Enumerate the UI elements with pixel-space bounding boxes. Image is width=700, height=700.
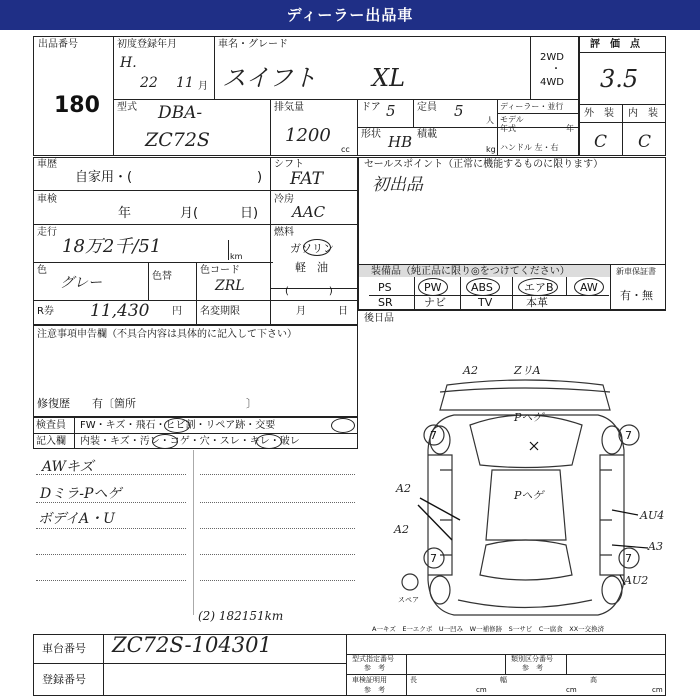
registration-year: 22	[140, 75, 158, 91]
notes-label: 注意事項申告欄（不具合内容は具体的に記入して下さい）	[37, 329, 297, 340]
remark-1: AWキズ	[42, 459, 94, 475]
recycle-unit: 円	[172, 306, 182, 317]
equip-abs: ABS	[471, 281, 493, 294]
plate-label: 登録番号	[42, 673, 86, 686]
equipment-label: 装備品（純正品に限り◎をつけてください）	[371, 266, 570, 277]
inspection-day: 日)	[240, 206, 259, 221]
fuel-paren: ( )	[285, 286, 333, 297]
dim-length-label: 長	[410, 676, 417, 684]
mileage-note: (2) 182151km	[198, 609, 284, 623]
equip-ps: PS	[378, 281, 392, 294]
capacity-label: 定員	[417, 102, 437, 113]
inspection-month: 月(	[180, 206, 199, 221]
mark-7-front-right: 7	[625, 429, 632, 442]
warranty-value: 有・無	[620, 289, 653, 302]
mark-au4: AU4	[640, 509, 665, 522]
exterior-value: C	[594, 132, 608, 152]
color-code: ZRL	[215, 278, 245, 294]
equip-navi: ナビ	[424, 296, 446, 309]
mark-a3: A3	[648, 540, 663, 553]
car-grade: XL	[372, 64, 406, 92]
equip-leather: 本革	[526, 296, 548, 309]
score-label: 評 価 点	[590, 39, 640, 50]
model-year-unit: 年	[566, 124, 574, 133]
mark-peel-hood: Pヘゲ	[514, 411, 544, 424]
mark-au2: AU2	[624, 574, 649, 587]
chassis-label: 車台番号	[42, 642, 86, 655]
cert-label: 車検証明用	[352, 676, 387, 684]
interior-value: C	[638, 132, 652, 152]
type-ref: 参 考	[364, 664, 385, 672]
repair-history: 修復歴 有〔箇所	[37, 397, 136, 410]
displacement-label: 排気量	[274, 102, 304, 113]
exterior-label: 外 装	[584, 108, 614, 119]
remark-3: ボデイA・U	[38, 511, 115, 527]
registration-era: H.	[120, 55, 137, 71]
ac-label: 冷房	[274, 194, 294, 205]
shift-value: FAT	[290, 169, 324, 189]
model-year-label2: 年式	[500, 124, 516, 133]
dim-width-label: 幅	[500, 676, 507, 684]
mark-7-rear-left: 7	[430, 552, 437, 565]
fuel-light: 軽 油	[295, 261, 328, 274]
interior-label: 内 装	[628, 108, 658, 119]
mark-7-rear-right: 7	[625, 552, 632, 565]
registration-month-unit: 月	[198, 81, 208, 92]
dealer-import: ディーラー・並行	[500, 102, 564, 111]
ac-value: AAC	[292, 203, 326, 221]
name-change-day: 日	[338, 306, 348, 317]
equip-pw: PW	[424, 281, 442, 294]
mark-7-front-left: 7	[430, 429, 437, 442]
model-year-label1: モデル	[500, 115, 524, 124]
model-label: 型式	[117, 102, 137, 113]
damage-legend: A一キズ E一エクボ U一凹み W一補修跡 S一サビ C一腐食 XX一交換済	[372, 625, 605, 633]
color-value: グレー	[60, 275, 102, 291]
inspection-year: 年	[118, 206, 132, 221]
repair-history-close: 〕	[246, 397, 257, 410]
doors-label: ドア	[361, 102, 381, 113]
remark-2: Dミラ-Pヘゲ	[40, 486, 122, 502]
inspection-label: 車検	[37, 194, 57, 205]
handle-label: ハンドル 左・右	[500, 143, 559, 152]
displacement-value: 1200	[285, 125, 331, 146]
selling-points-label: セールスポイント（正常に機能するものに限ります）	[364, 159, 604, 170]
equip-sr: SR	[378, 296, 393, 309]
color-code-label: 色コード	[200, 265, 240, 276]
recycle-value: 11,430	[90, 301, 150, 321]
name-change-label: 名変期限	[200, 306, 240, 317]
dim-width-unit: cm	[566, 686, 577, 694]
equip-airbag: エアB	[524, 281, 554, 294]
chassis-number: ZC72S-104301	[112, 633, 272, 657]
load-label: 積載	[417, 129, 437, 140]
registration-label: 初度登録年月	[117, 39, 177, 50]
color-change-label: 色替	[152, 271, 172, 282]
inspector-row-2: 内装・キズ・汚レ・コゲ・穴・スレ・キレ・破レ	[80, 436, 300, 447]
mileage-unit: km	[230, 252, 243, 261]
model-code: ZC72S	[145, 129, 210, 151]
mileage-value: 18万2千/51	[62, 236, 162, 257]
capacity-unit: 人	[486, 116, 494, 125]
shape-label: 形状	[361, 129, 381, 140]
history-value: 自家用・(	[75, 170, 133, 185]
warranty-label: 新車保証書	[616, 267, 656, 276]
drive-dot: ・	[551, 64, 561, 75]
spare-label: スペア	[398, 596, 419, 604]
shape-value: HB	[388, 133, 413, 151]
mark-a2-left1: A2	[396, 482, 411, 495]
model-prefix: DBA-	[158, 103, 203, 123]
dim-height-unit: cm	[652, 686, 663, 694]
cert-ref: 参 考	[364, 686, 385, 694]
equip-tv: TV	[478, 296, 493, 309]
mark-peel-roof: Pヘゲ	[514, 489, 544, 502]
capacity-value: 5	[454, 102, 464, 120]
fuel-gas: ガソリン	[290, 242, 334, 255]
drive-2wd: 2WD	[540, 52, 564, 63]
displacement-unit: cc	[341, 145, 350, 154]
car-name-label: 車名・グレード	[218, 39, 288, 50]
mark-zria: ZリA	[514, 364, 541, 377]
selling-points-value: 初出品	[372, 175, 423, 195]
fuel-label: 燃料	[274, 227, 294, 238]
equip-aw: AW	[580, 281, 598, 294]
registration-month: 11	[176, 75, 194, 91]
dim-length-unit: cm	[476, 686, 487, 694]
lot-number: 180	[54, 93, 100, 118]
class-label: 類別区分番号	[511, 655, 553, 663]
lot-label: 出品番号	[38, 39, 78, 50]
mileage-label: 走行	[37, 227, 57, 238]
mark-a2-top: A2	[463, 364, 478, 377]
type-label: 型式指定番号	[352, 655, 394, 663]
mark-a2-left2: A2	[394, 523, 409, 536]
drive-4wd: 4WD	[540, 77, 564, 88]
color-label: 色	[37, 265, 47, 276]
history-close: )	[257, 170, 263, 185]
car-name: スイフト	[222, 64, 317, 92]
name-change-month: 月	[296, 306, 306, 317]
shift-label: シフト	[274, 159, 304, 170]
rear-seat-label: 後日品	[364, 313, 394, 324]
inspector-label-1: 検査員	[36, 420, 66, 431]
score-value: 3.5	[600, 65, 639, 93]
class-ref: 参 考	[522, 664, 543, 672]
doors-value: 5	[386, 102, 396, 120]
history-label: 車歴	[37, 159, 57, 170]
inspector-row-1: FW・キズ・飛石・ヒビ割・リペア跡・交要	[80, 420, 276, 431]
recycle-label: R券	[37, 306, 54, 317]
load-unit: kg	[486, 145, 496, 154]
inspector-label-2: 記入欄	[36, 436, 66, 447]
dim-height-label: 高	[590, 676, 597, 684]
page-header: ディーラー出品車	[0, 0, 700, 30]
